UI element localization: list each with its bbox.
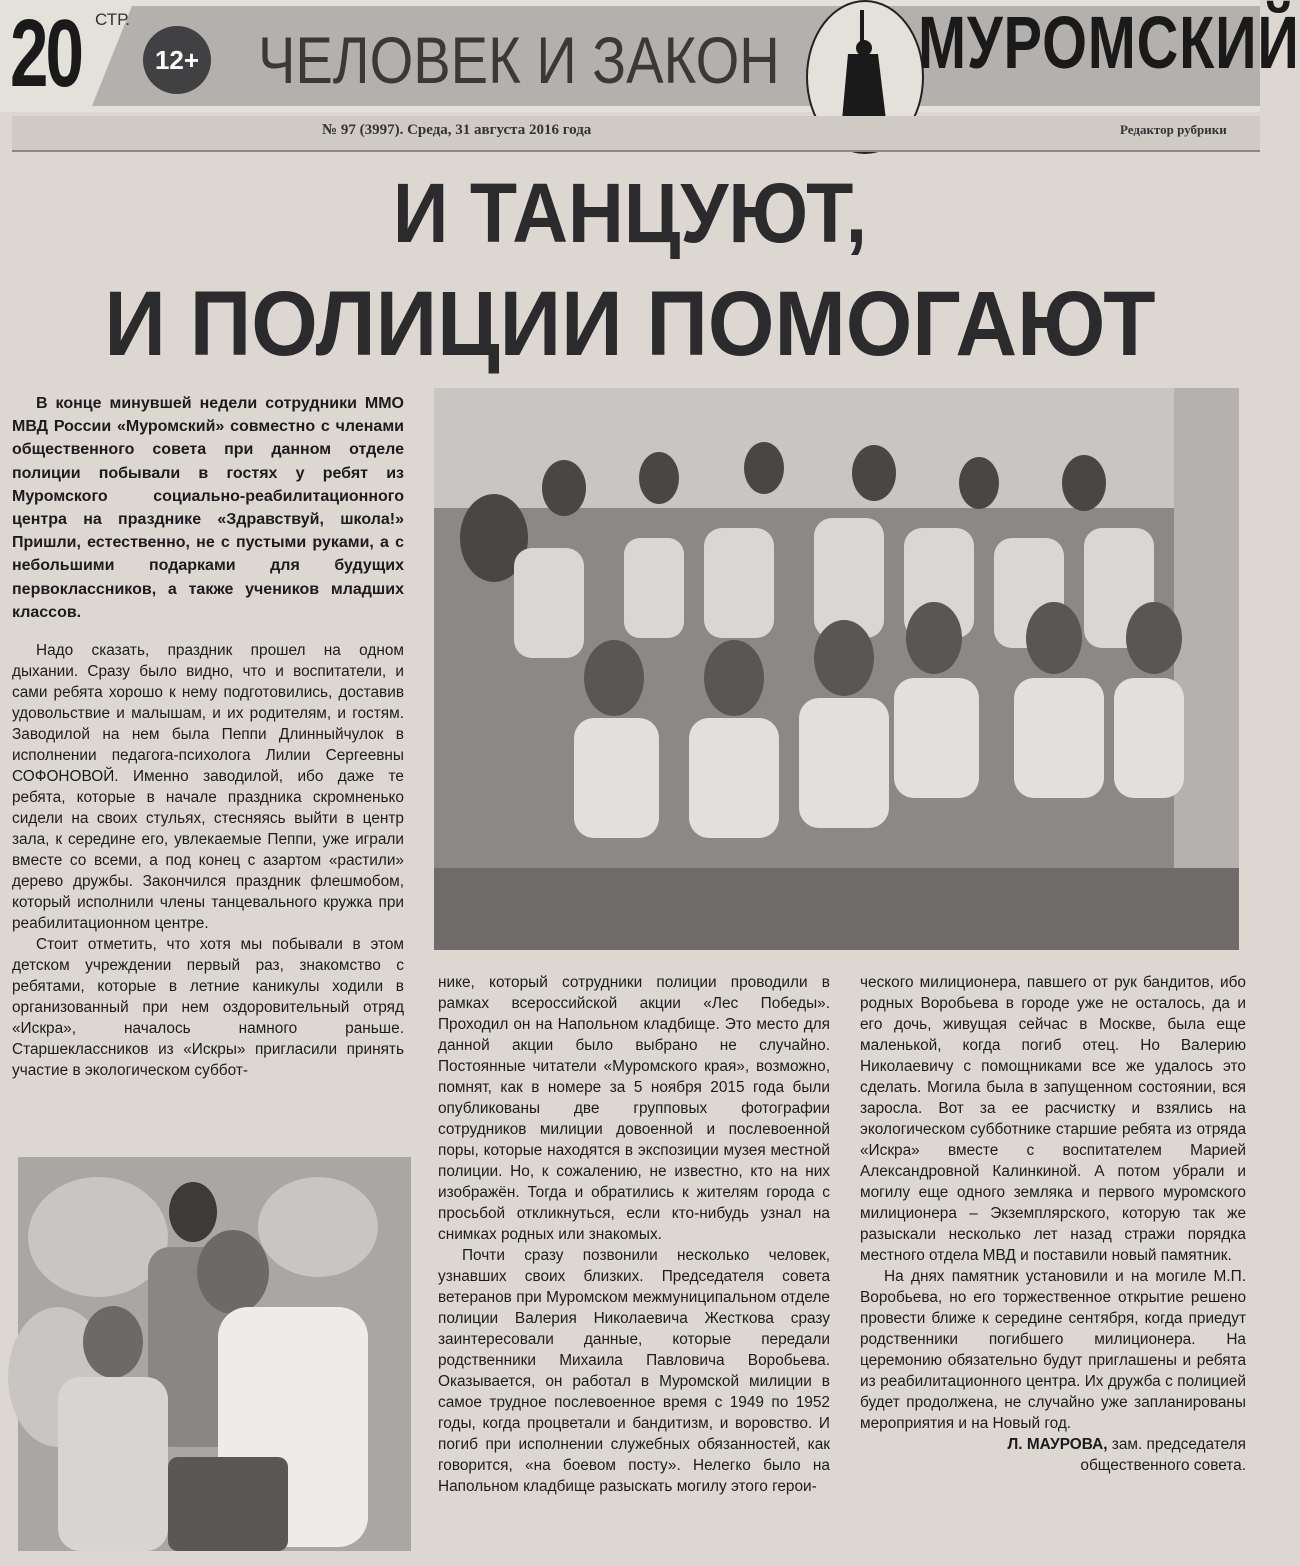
article-column-1 [12,392,404,1081]
headline-line-1: И ТАНЦУЮТ, [392,166,868,260]
author-name: Л. МАУРОВА, [1007,1436,1108,1453]
article-paragraph: нике, который сотрудники полиции проводили в рамках всероссийской акции «Лес Победы». Проходил он на Напольном кладбище. Это место для данной акции было выбрано не случайно. Постоянные читатели «Муромского края», возможно, помнят, как в номере за 5 ноября 2015 года были опубликованы две групповых фотографии сотрудников милиции довоенной и послевоенной поры, которые находятся в экспозиции музея местной полиции. Но, к сожалению, не известно, кто на них изображён. Тогда и обратились к жителям города с просьбой откликнуться, если кто-нибудь узнал на снимках родных или знакомых. [438,974,830,1243]
article-paragraph: На днях памятник установили и на могиле М.П. Воробьева, но его торжественное открытие решено провести ближе к середине сентября, когда приедут родственники погибшего милиционера. На церемонию обязательно будут приглашены и ребята из реабилитационного центра. Их дружба с полицией будет продолжена, не случайно уже запланированы мероприятия и на Новый год. [860,1268,1246,1432]
page-suffix: СТР. [95,10,130,29]
headline-line-2: И ПОЛИЦИИ ПОМОГАЮТ [104,273,1156,375]
article-column-2 [438,972,830,1497]
article-paragraph: Стоит отметить, что хотя мы побывали в этом детском учреждении первый раз, знакомство с ребятами, которые в летние каникулы ходили в организованный при нем оздоровительный отряд «Искра», началось намного раньше. Старшеклассников из «Искры» пригласили принять участие в экологическом суббот- [12,936,404,1080]
article-column-3 [860,972,1246,1476]
page-number: 20 [10,0,82,107]
editor-label: Редактор рубрики [1120,122,1227,137]
photo-gift-handover [18,1157,411,1551]
author-role: зам. председателя [1111,1436,1246,1453]
issue-band [12,116,1260,152]
article-lead: В конце минувшей недели сотрудники ММО МВД России «Муромский» совместно с членами общественного совета при данном отделе полиции побывали в гостях у ребят из Муромского социально-реабилитационного центра на празднике «Здравствуй, школа!» Пришли, естественно, не с пустыми руками, а с небольшими подарками для будущих первоклассников, а также учеников младших классов. [12,395,404,621]
issue-info: № 97 (3997). Среда, 31 августа 2016 года [322,122,592,138]
age-rating-badge: 12+ [143,26,211,94]
newspaper-masthead: МУРОМСКИЙ [918,1,1300,84]
article-paragraph: ческого милиционера, павшего от рук бандитов, ибо родных Воробьева в городе уже не осталось, да и его дочь, живущая сейчас в Москве, была еще маленькой, когда погиб отец. Но Валерию Николаевичу с помощниками все же удалось это сделать. Могила была в запущенном состоянии, вся заросла. Вот за ее расчистку и взялись на экологическом субботнике старшие ребята из отряда «Искра» вместе с воспитателем Марией Александровной Калинкиной. А потом убрали и могилу еще одного земляка и первого муромского милиционера – Экземплярского, которую так же разыскали несколько лет назад стражи порядка местного отдела МВД и поставили новый памятник. [860,974,1246,1264]
author-signature [860,1434,1246,1455]
author-role-line: общественного совета. [1080,1457,1246,1474]
main-photo-children [434,388,1239,950]
rubric-title: ЧЕЛОВЕК И ЗАКОН [258,23,780,97]
article-paragraph: Почти сразу позвонили несколько человек, узнавших своих близких. Председателя совета ветеранов при Муромском межмуниципальном отделе полиции Валерия Николаевича Жесткова сразу заинтересовали данные, которые передали родственники Михаила Павловича Воробьева. Оказывается, он работал в Муромской милиции в самое трудное послевоенное время с 1949 по 1952 годы, когда процветали и бандитизм, и воровство. И погиб при исполнении служебных обязанностей, как говорится, «на боевом посту». Нелегко было на Напольном кладбище разыскать могилу этого герои- [438,1247,830,1495]
article-paragraph: Надо сказать, праздник прошел на одном дыхании. Сразу было видно, что и воспитатели, и сами ребята хорошо к нему подготовились, доставив удовольствие и малышам, и их родителям, и гостям. Заводилой на нем была Пеппи Длинныйчулок в исполнении педагога-психолога Лилии Сергеевны СОФОНОВОЙ. Именно заводилой, ибо даже те ребята, которые в начале праздника скромненько сидели на своих стульях, стесняясь выйти в центр зала, к середине его, увлекаемые Пеппи, уже играли вместе со всеми, а под конец с азартом «растили» дерево дружбы. Закончился праздник флешмобом, который исполнили члены танцевального кружка при реабилитационном центре. [12,642,404,933]
